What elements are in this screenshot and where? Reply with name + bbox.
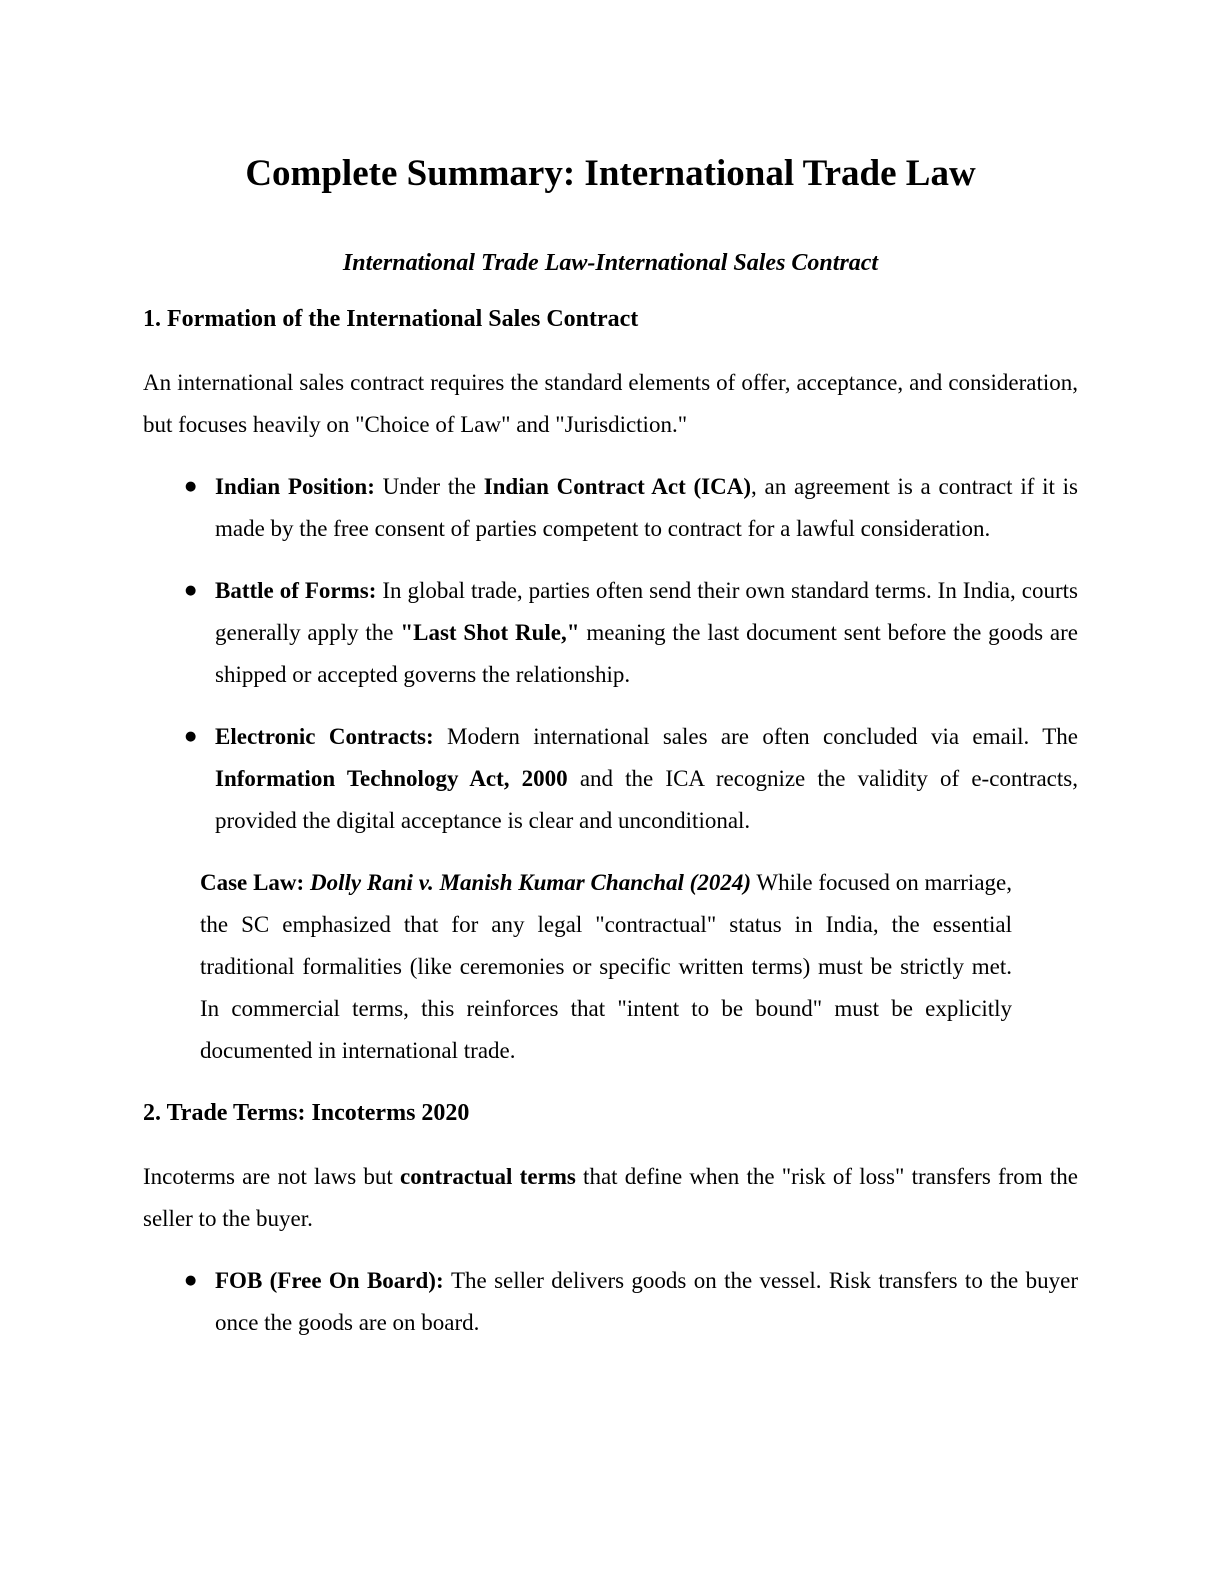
section-2-heading: 2. Trade Terms: Incoterms 2020 — [143, 1100, 470, 1126]
section-1-heading: 1. Formation of the International Sales Contract — [143, 306, 639, 332]
bullet-text: Electronic Contracts: Modern international sales are often concluded via email. The Information Technology Act, 2000 and the ICA recognize the validity of e-contracts, provided the digital acceptance is clear and unconditional. — [215, 724, 1078, 833]
bullet-item-battle-of-forms — [143, 570, 1078, 696]
bullet-icon: ● — [185, 729, 197, 744]
section-2-intro-paragraph: Incoterms are not laws but contractual terms that define when the "risk of loss" transfers from the seller to the buyer. — [143, 1164, 1079, 1231]
bullet-text: Indian Position: Under the Indian Contract Act (ICA), an agreement is a contract if it is made by the free consent of parties competent to contract for a lawful consideration. — [215, 474, 1078, 541]
section-2 — [143, 1092, 1078, 1344]
bullet-icon: ● — [185, 479, 197, 494]
bullet-icon: ● — [185, 583, 197, 598]
case-law-paragraph: Case Law: Dolly Rani v. Manish Kumar Chanchal (2024) While focused on marriage, the SC emphasized that for any legal "contractual" status in India, the essential traditional formalities (like ceremonies or specific written terms) must be strictly met. In commercial terms, this reinforces that "intent to be bound" must be explicitly documented in international trade. — [200, 870, 1012, 1063]
section-1-bullet-list — [143, 466, 1078, 842]
bullet-item-indian-position — [143, 466, 1078, 550]
bullet-icon: ● — [185, 1273, 197, 1288]
bullet-item-electronic-contracts — [143, 716, 1078, 842]
bullet-item-fob — [143, 1260, 1078, 1344]
bullet-text: Battle of Forms: In global trade, parties often send their own standard terms. In India, courts generally apply the "Last Shot Rule," meaning the last document sent before the goods are shipped or accepted governs the relationship. — [215, 578, 1079, 687]
document-title: Complete Summary: International Trade Law — [245, 153, 976, 194]
document-subtitle: International Trade Law-International Sales Contract — [342, 250, 879, 276]
section-2-bullet-list — [143, 1260, 1078, 1344]
bullet-text: FOB (Free On Board): The seller delivers goods on the vessel. Risk transfers to the buyer once the goods are on board. — [215, 1268, 1078, 1335]
section-1-intro-paragraph: An international sales contract requires the standard elements of offer, acceptance, and consideration, but focuses heavily on "Choice of Law" and "Jurisdiction." — [143, 370, 1078, 437]
section-1 — [143, 298, 1078, 1072]
